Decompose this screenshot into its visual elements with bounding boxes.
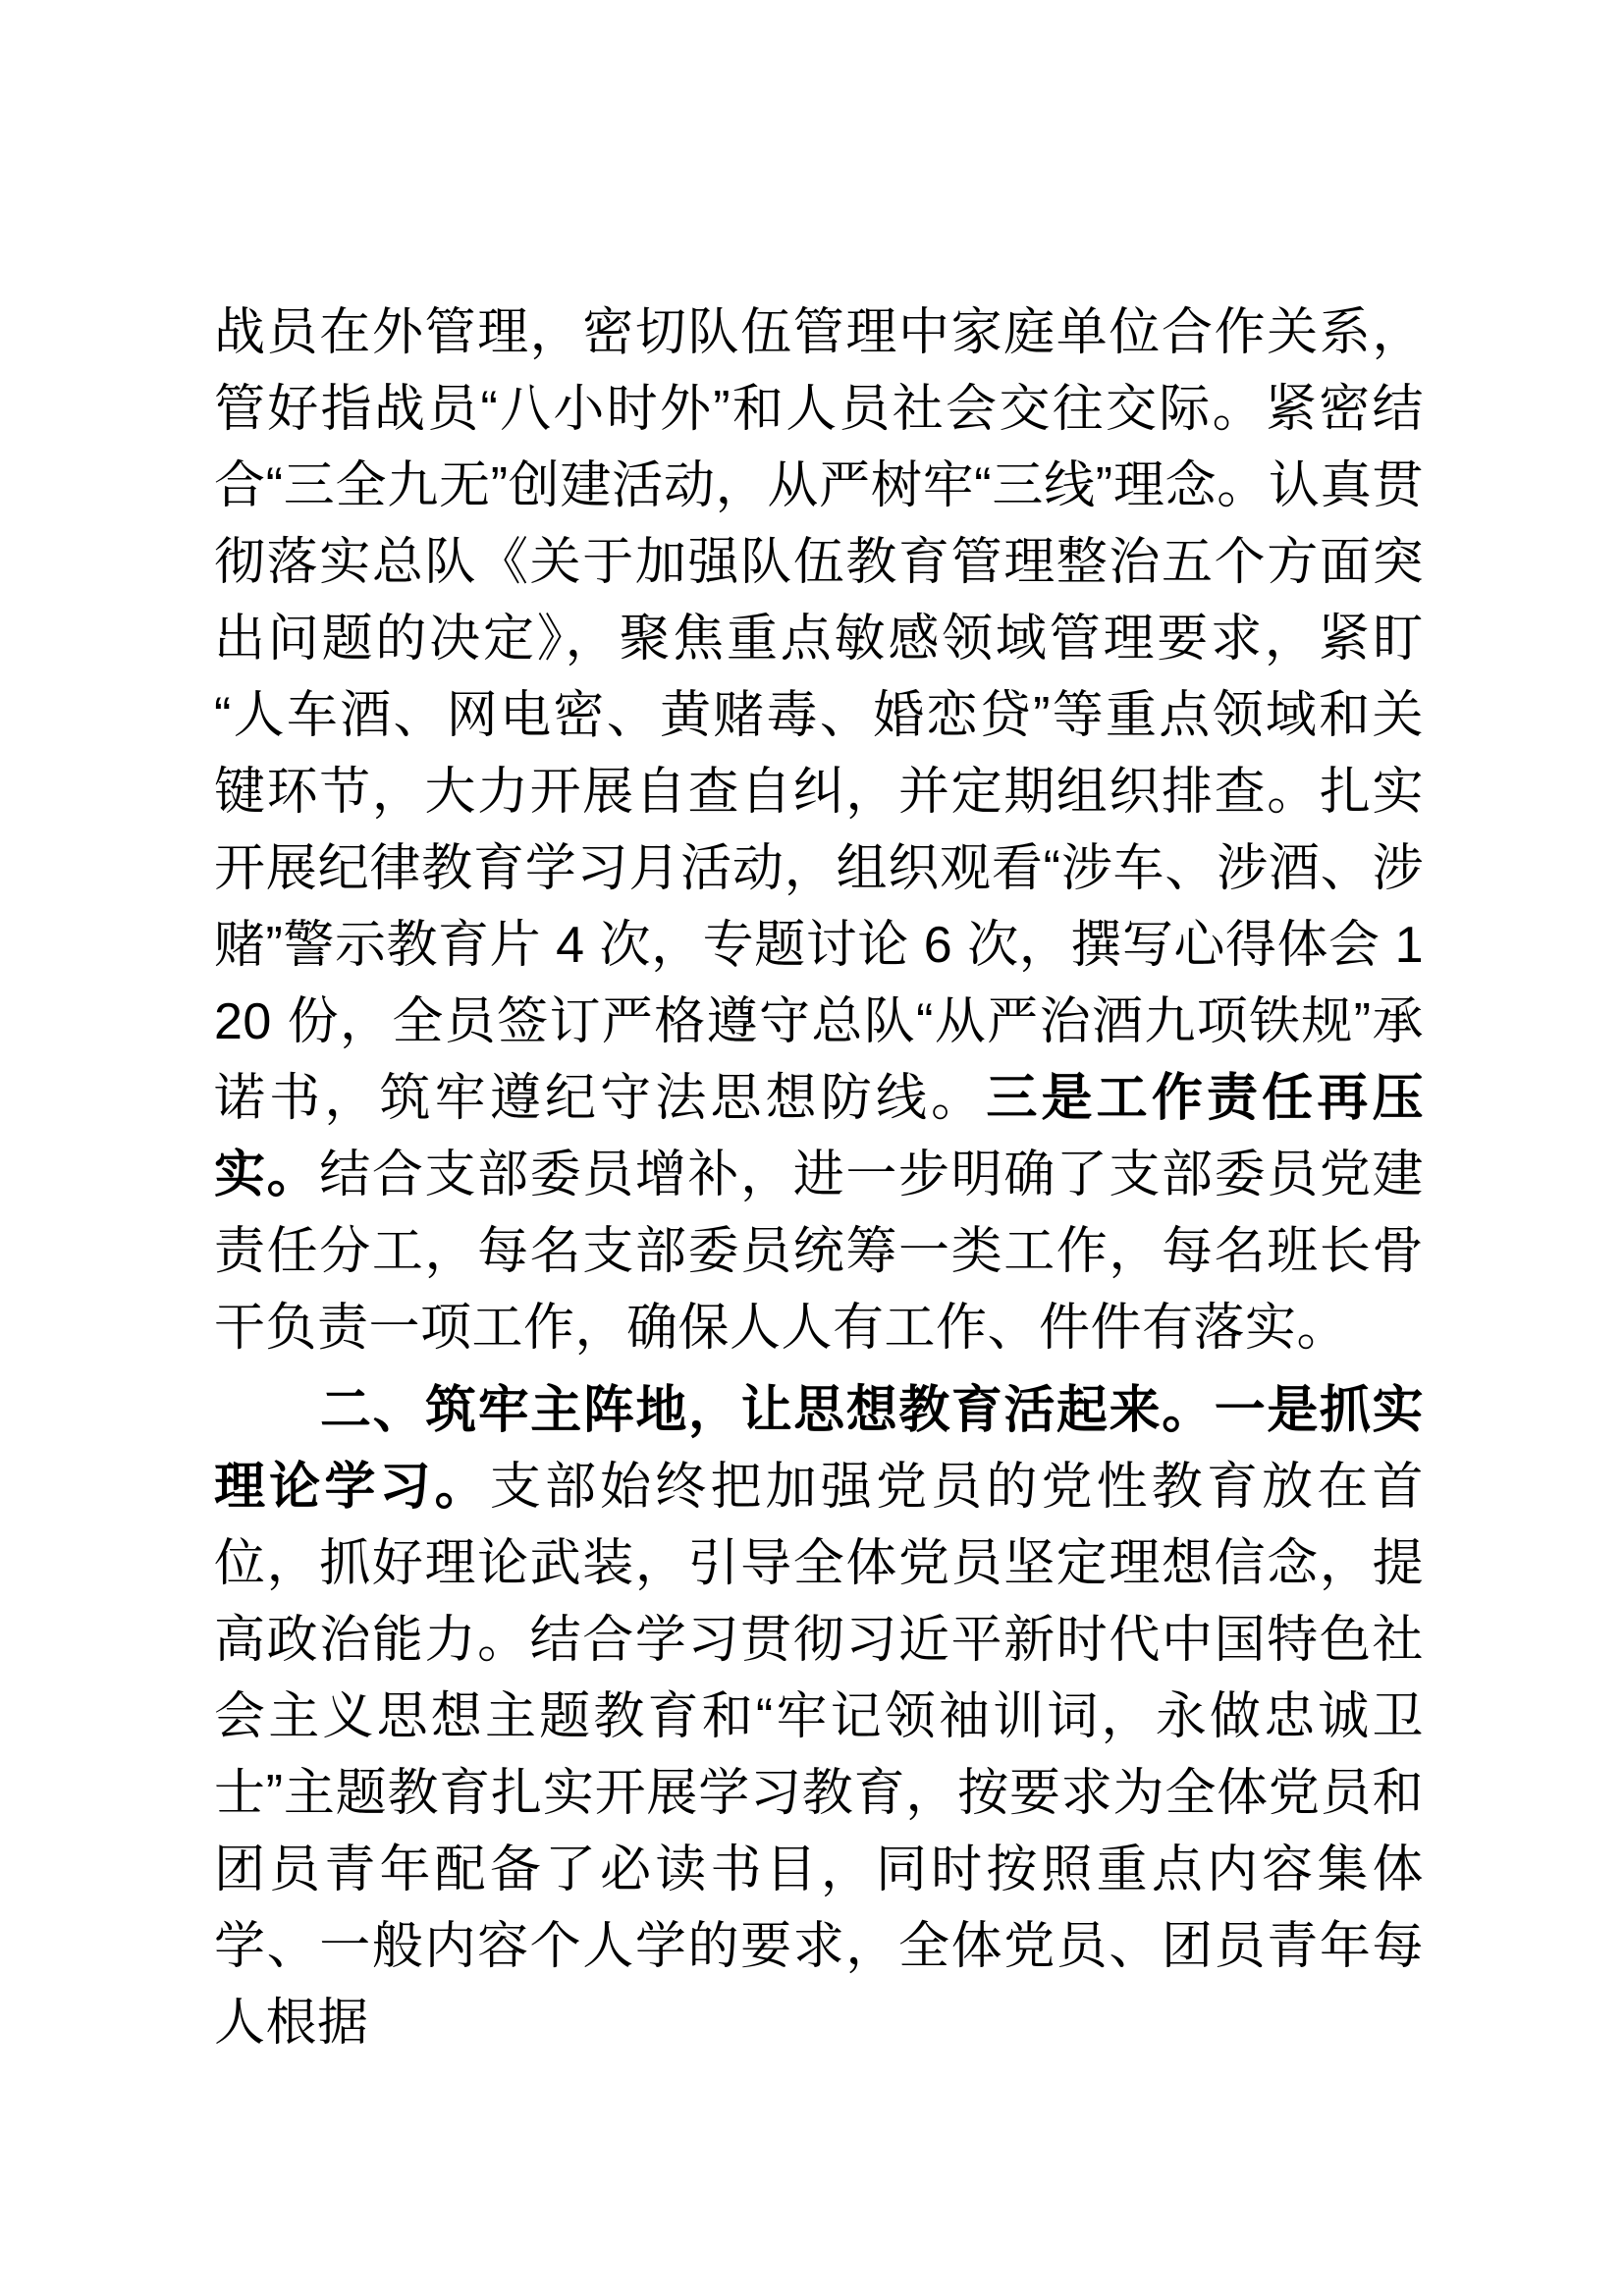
paragraph-continuation bbox=[214, 294, 1424, 1366]
bold-heading-run-three: 三是工作责任再压实。 bbox=[214, 1070, 1424, 1203]
body-text-run: 战员在外管理，密切队伍管理中家庭单位合作关系，管好指战员“八小时外”和人员社会交往交际。紧密结合“三全九无”创建活动，从严树牢“三线”理念。认真贯彻落实总队《关于加强队伍教育管理整治五个方面突出问题的决定》，聚焦重点敏感领域管理要求，紧盯“人车酒、网电密、黄赌毒、婚恋贷”等重点领域和关键环节，大力开展自查自纠，并定期组织排查。扎实开展纪律教育学习月活动，组织观看“涉车、涉酒、涉赌”警示教育片 4 次，专题讨论 6 次，撰写心得体会 120 份，全员签订严格遵守总队“从严治酒九项铁规”承诺书，筑牢遵纪守法思想防线。 bbox=[214, 304, 1424, 1127]
body-text-run: 支部始终把加强党员的党性教育放在首位，抓好理论武装，引导全体党员坚定理想信念，提高政治能力。结合学习贯彻习近平新时代中国特色社会主义思想主题教育和“牢记领袖训词，永做忠诚卫士”主题教育扎实开展学习教育，按要求为全体党员和团员青年配备了必读书目，同时按照重点内容集体学、一般内容个人学的要求，全体党员、团员青年每人根据 bbox=[214, 1459, 1424, 2052]
body-text-run: 结合支部委员增补，进一步明确了支部委员党建责任分工，每名支部委员统筹一类工作，每名班长骨干负责一项工作，确保人人有工作、件件有落实。 bbox=[214, 1147, 1424, 1357]
paragraph-section-two bbox=[214, 1372, 1424, 2061]
section-heading-two: 二、筑牢主阵地，让思想教育活起来。一是抓实理论学习。 bbox=[214, 1382, 1424, 1516]
document-text-column bbox=[214, 294, 1424, 2061]
